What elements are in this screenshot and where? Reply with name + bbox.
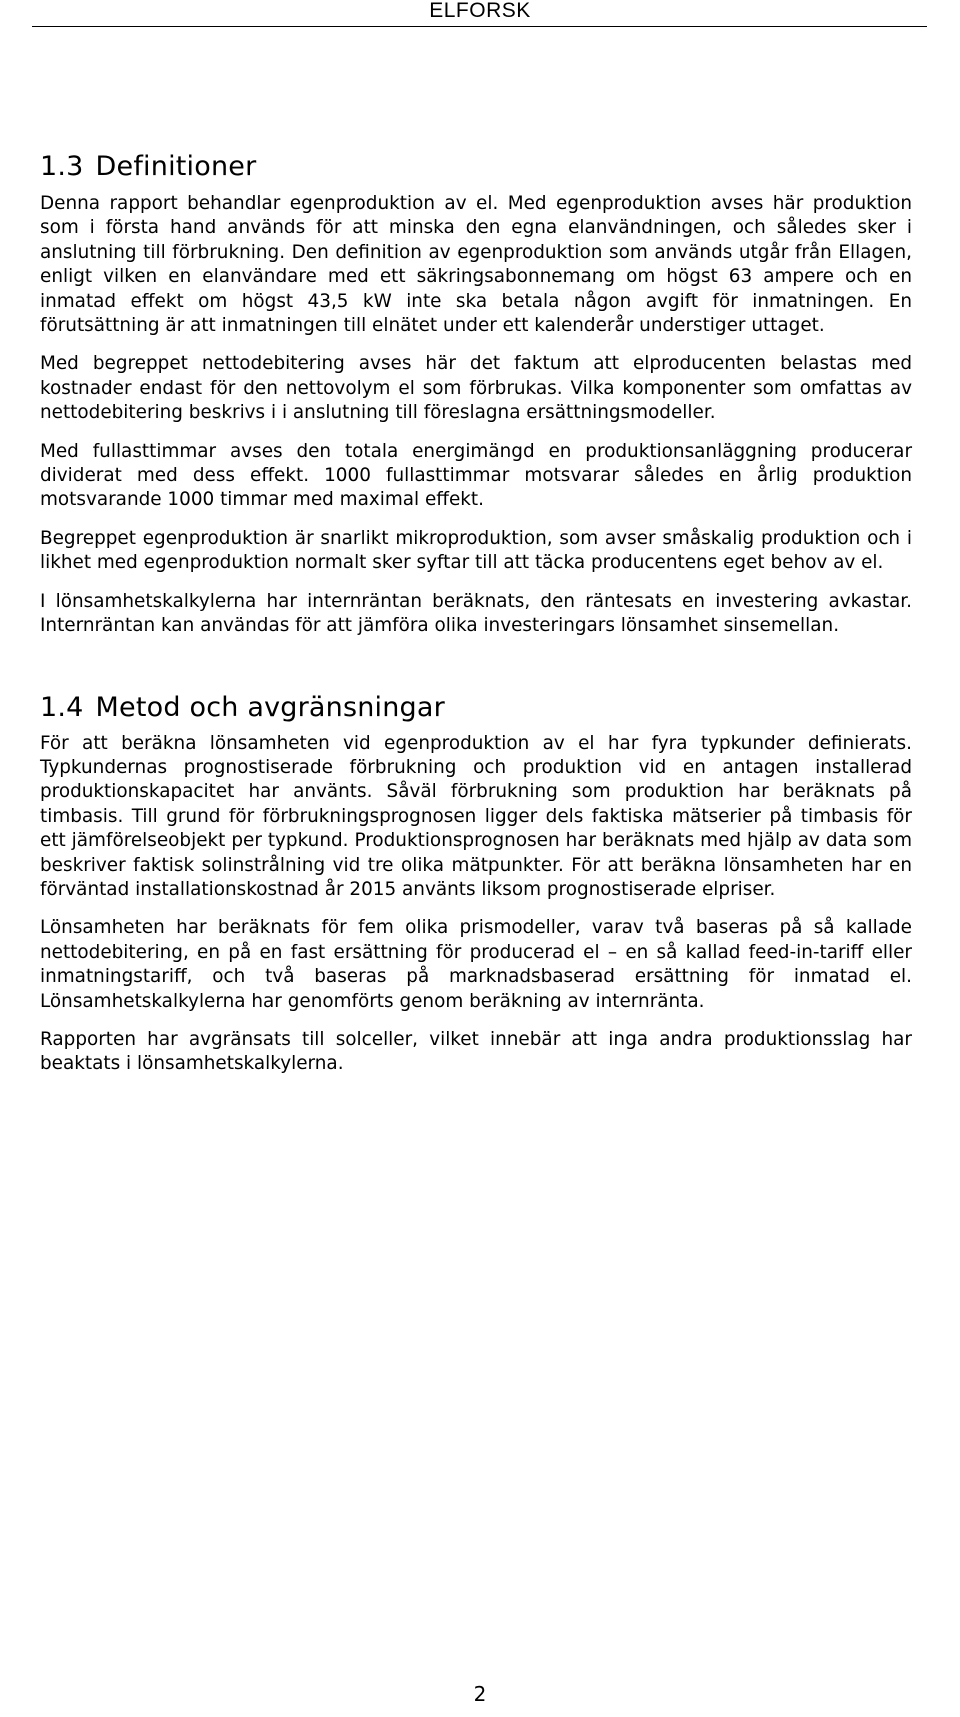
section-title: Definitioner <box>95 151 257 182</box>
paragraph: Med begreppet nettodebitering avses här det faktum att elproducenten belastas med kostnader endast för den nettovolym el som förbrukas. Vilka komponenter som omfattas av nettodebitering beskrivs i i anslutning till föreslagna ersättningsmodeller. <box>40 353 912 424</box>
section-number: 1.3 <box>40 151 84 182</box>
section-title: Metod och avgränsningar <box>95 691 445 723</box>
paragraph: Lönsamheten har beräknats för fem olika prismodeller, varav två baseras på så kallade nettodebitering, en på en fast ersättning för producerad el – en så kallad feed-in-tariff eller inmatningstariff, och två baseras på marknadsbaserad ersättning för inmatad el. Lönsamhetskalkylerna har genomförts genom beräkning av internränta. <box>40 917 912 1012</box>
paragraph: Denna rapport behandlar egenproduktion av el. Med egenproduktion avses här produktion som i första hand används för att minska den egna elanvändningen, och således sker i anslutning till förbrukning. Den definition av egenproduktion som används utgår från Ellagen, enligt vilken en elanvändare med ett säkringsabonnemang om högst 63 ampere och en inmatad effekt om högst 43,5 kW inte ska betala någon avgift för inmatningen. En förutsättning är att inmatningen till elnätet under ett kalenderår understiger uttaget. <box>40 193 912 337</box>
paragraph: I lönsamhetskalkylerna har internräntan beräknats, den räntesats en investering avkastar. Internräntan kan användas för att jämföra olika investeringars lönsamhet sinsemellan. <box>40 590 912 637</box>
header-divider <box>32 26 927 27</box>
paragraph: Begreppet egenproduktion är snarlikt mikroproduktion, som avser småskalig produktion och i likhet med egenproduktion normalt sker syftar till att täcka producentens eget behov av el. <box>40 527 912 574</box>
section-heading-definitioner <box>40 150 912 184</box>
section-number: 1.4 <box>40 691 84 723</box>
header-title: ELFORSK <box>429 0 531 22</box>
page-number: 2 <box>473 1682 487 1706</box>
page-header <box>0 0 960 27</box>
document-body <box>40 150 912 1077</box>
paragraph: Rapporten har avgränsats till solceller, vilket innebär att inga andra produktionsslag har beaktats i lönsamhetskalkylerna. <box>40 1028 912 1075</box>
paragraph: För att beräkna lönsamheten vid egenproduktion av el har fyra typkunder definierats. Typkundernas prognostiserade förbrukning och produktion vid en antagen installerad produktionskapacitet har använts. Såväl förbrukning som produktion har beräknats på timbasis. Till grund för förbrukningsprognosen ligger dels faktiska mätserier på timbasis för ett jämförelseobjekt per typkund. Produktionsprognosen har beräknats med hjälp av data som beskriver faktisk solinstrålning vid tre olika mätpunkter. För att beräkna lönsamheten har en förväntad installationskostnad år 2015 använts liksom prognostiserade elpriser. <box>40 732 912 900</box>
paragraph: Med fullasttimmar avses den totala energimängd en produktionsanläggning producerar dividerat med dess effekt. 1000 fullasttimmar motsvarar således en årlig produktion motsvarande 1000 timmar med maximal effekt. <box>40 440 912 511</box>
section-heading-metod <box>40 691 912 725</box>
